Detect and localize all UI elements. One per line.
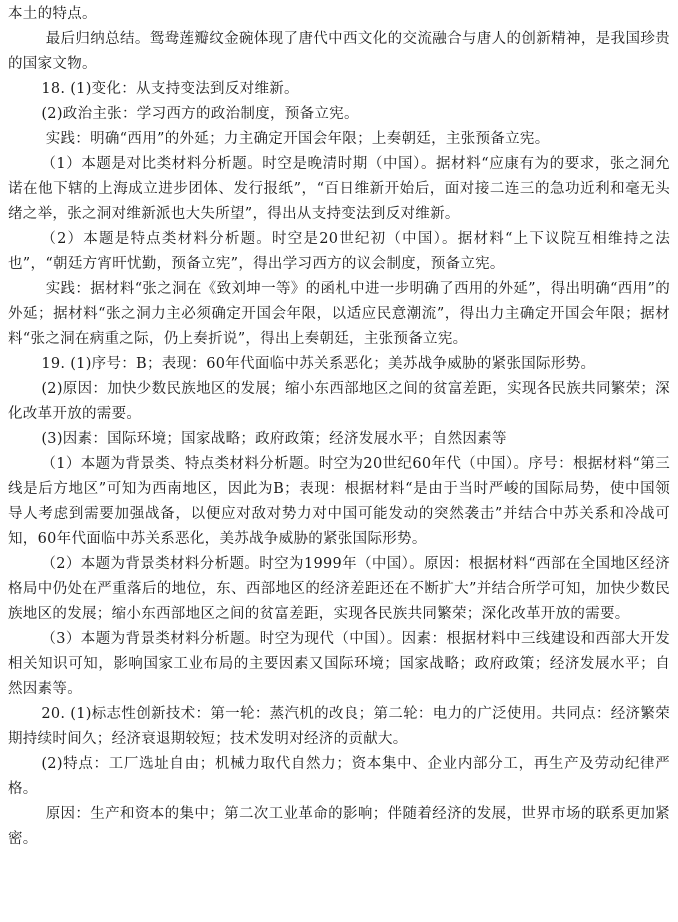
answer-18-2: (2)政治主张：学习西方的政治制度，预备立宪。 xyxy=(41,106,359,122)
answer-19-3: (3)因素：国际环境；国家战略；政府政策；经济发展水平；自然因素等 xyxy=(41,431,507,447)
answer-18-1: 18. (1)变化：从支持变法到反对维新。 xyxy=(41,81,299,97)
answer-19-1: 19. (1)序号：B；表现：60年代面临中苏关系恶化；美苏战争威胁的紧张国际形势。 xyxy=(41,356,596,372)
analysis-19-1: （1）本题为背景类、特点类材料分析题。时空为20世纪60年代（中国）。序号：根据材料“第三线是后方地区”可知为西南地区，因此为B；表现：根据材料“是由于当时严峻的国际局势，使中国领导人考虑到需要加强战备，以便应对敌对势力对中国可能发动的突然袭击”并结合中苏关系和冷战可知，60年代面临中苏关系恶化，美苏战争威胁的紧张国际形势。 xyxy=(8,456,670,547)
answer-20-1: 20. (1)标志性创新技术：第一轮：蒸汽机的改良；第二轮：电力的广泛使用。共同点：经济繁荣期持续时间久；经济衰退期较短；技术发明对经济的贡献大。 xyxy=(8,706,670,747)
analysis-19-2: （2）本题为背景类材料分析题。时空为1999年（中国）。原因：根据材料“西部在全国地区经济格局中仍处在严重落后的地位，东、西部地区的经济差距还在不断扩大”并结合所学可知，加快少数民族地区的发展；缩小东西部地区之间的贫富差距，实现各民族共同繁荣；深化改革开放的需要。 xyxy=(8,556,670,622)
analysis-18-1: （1）本题是对比类材料分析题。时空是晚清时期（中国）。据材料“应康有为的要求，张之洞允诺在他下辖的上海成立进步团体、发行报纸”，“百日维新开始后，面对接二连三的急功近利和毫无头绪之举，张之洞对维新派也大失所望”，得出从支持变法到反对维新。 xyxy=(8,156,670,222)
paragraph-summary: 最后归纳总结。鸳鸯莲瓣纹金碗体现了唐代中西文化的交流融合与唐人的创新精神，是我国珍贵的国家文物。 xyxy=(8,31,670,72)
answer-19-2: (2)原因：加快少数民族地区的发展；缩小东西部地区之间的贫富差距，实现各民族共同繁荣；深化改革开放的需要。 xyxy=(8,381,670,422)
answer-18-practice: 实践：明确“西用”的外延；力主确定开国会年限；上奏朝廷，主张预备立宪。 xyxy=(45,131,550,147)
analysis-19-3: （3）本题为背景类材料分析题。时空为现代（中国）。因素：根据材料中三线建设和西部大开发相关知识可知，影响国家工业布局的主要因素又国际环境；国家战略；政府政策；经济发展水平；自然因素等。 xyxy=(8,631,670,697)
analysis-18-2: （2）本题是特点类材料分析题。时空是20世纪初（中国）。据材料“上下议院互相维持之法也”，“朝廷方宵旰忧勤，预备立宪”，得出学习西方的议会制度，预备立宪。 xyxy=(8,231,670,272)
answer-20-reason: 原因：生产和资本的集中；第二次工业革命的影响；伴随着经济的发展，世界市场的联系更加紧密。 xyxy=(8,806,670,847)
paragraph-continuation: 本土的特点。 xyxy=(8,6,97,22)
analysis-18-practice: 实践：据材料“张之洞在《致刘坤一等》的函札中进一步明确了西用的外延”，得出明确“西用”的外延；据材料“张之洞力主必须确定开国会年限，以适应民意潮流”，得出力主确定开国会年限；据材料“张之洞在病重之际，仍上奏折说”，得出上奏朝廷，主张预备立宪。 xyxy=(8,281,670,347)
answer-20-2: (2)特点：工厂选址自由；机械力取代自然力；资本集中、企业内部分工，再生产及劳动纪律严格。 xyxy=(8,756,670,797)
